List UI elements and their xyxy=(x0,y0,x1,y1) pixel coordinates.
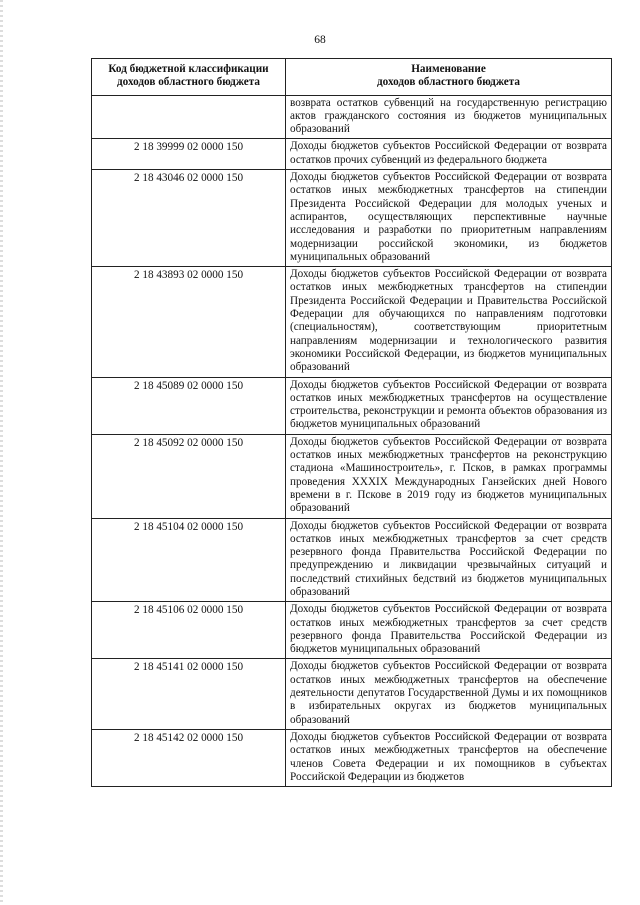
revenue-name: возврата остатков субвенций на государственную регистрацию актов гражданского состояния из бюджетов муниципальных образований xyxy=(286,95,612,139)
classification-code: 2 18 45106 02 0000 150 xyxy=(92,602,286,659)
revenue-name: Доходы бюджетов субъектов Российской Федерации от возврата остатков иных межбюджетных трансфертов за счет средств резервного фонда Правительства Российской Федерации из бюджетов муниципальных образований xyxy=(286,602,612,659)
table-row xyxy=(92,602,612,659)
table-row xyxy=(92,377,612,434)
header-code-column xyxy=(92,59,286,96)
table-row xyxy=(92,434,612,518)
budget-revenue-table xyxy=(91,58,612,787)
revenue-name: Доходы бюджетов субъектов Российской Федерации от возврата остатков прочих субвенций из федерального бюджета xyxy=(286,139,612,170)
classification-code: 2 18 43893 02 0000 150 xyxy=(92,267,286,377)
table-row xyxy=(92,659,612,729)
classification-code: 2 18 39999 02 0000 150 xyxy=(92,139,286,170)
classification-code: 2 18 45142 02 0000 150 xyxy=(92,729,286,786)
page-number: 68 xyxy=(314,34,326,46)
revenue-name: Доходы бюджетов субъектов Российской Федерации от возврата остатков иных межбюджетных трансфертов на обеспечение членов Совета Федерации и их помощников в субъектах Российской Федерации из бюджетов xyxy=(286,729,612,786)
classification-code xyxy=(92,95,286,139)
table-row xyxy=(92,139,612,170)
revenue-name: Доходы бюджетов субъектов Российской Федерации от возврата остатков иных межбюджетных трансфертов за счет средств резервного фонда Правительства Российской Федерации по предупреждению и ликвидации чрезвычайных ситуаций и последствий стихийных бедствий из бюджетов муниципальных образований xyxy=(286,518,612,602)
classification-code: 2 18 45141 02 0000 150 xyxy=(92,659,286,729)
revenue-name: Доходы бюджетов субъектов Российской Федерации от возврата остатков иных межбюджетных трансфертов на обеспечение деятельности депутатов Государственной Думы и их помощников в избирательных округах из бюджетов муниципальных образований xyxy=(286,659,612,729)
revenue-name: Доходы бюджетов субъектов Российской Федерации от возврата остатков иных межбюджетных трансфертов на стипендии Президента Российской Федерации для молодых ученых и аспирантов, осуществляющих перспективные научные исследования и разработки по приоритетным направлениям модернизации российской экономики, из бюджетов муниципальных образований xyxy=(286,170,612,267)
revenue-name: Доходы бюджетов субъектов Российской Федерации от возврата остатков иных межбюджетных трансфертов на осуществление строительства, реконструкции и ремонта объектов образования из бюджетов муниципальных образований xyxy=(286,377,612,434)
header-name-line-1: Наименование xyxy=(411,63,486,75)
classification-code: 2 18 45089 02 0000 150 xyxy=(92,377,286,434)
scan-edge xyxy=(0,0,3,905)
revenue-name: Доходы бюджетов субъектов Российской Федерации от возврата остатков иных межбюджетных трансфертов на стипендии Президента Российской Федерации и Правительства Российской Федерации для обучающихся по направлениям подготовки (специальностям), соответствующим приоритетным направлениям модернизации и технологического развития экономики Российской Федерации, из бюджетов муниципальных образований xyxy=(286,267,612,377)
classification-code: 2 18 43046 02 0000 150 xyxy=(92,170,286,267)
classification-code: 2 18 45104 02 0000 150 xyxy=(92,518,286,602)
table-row xyxy=(92,95,612,139)
classification-code: 2 18 45092 02 0000 150 xyxy=(92,434,286,518)
table-row xyxy=(92,518,612,602)
table-header-row xyxy=(92,59,612,96)
table-row xyxy=(92,729,612,786)
revenue-name: Доходы бюджетов субъектов Российской Федерации от возврата остатков иных межбюджетных трансфертов на реконструкцию стадиона «Машиностроитель», г. Псков, в рамках программы проведения XXXIX Международных Ганзейских дней Нового времени в г. Пскове в 2019 году из бюджетов муниципальных образований xyxy=(286,434,612,518)
header-code-line-1: Код бюджетной классификации xyxy=(108,63,269,75)
header-name-line-2: доходов областного бюджета xyxy=(376,76,520,89)
table-row xyxy=(92,267,612,377)
header-code-line-2: доходов областного бюджета xyxy=(116,76,260,89)
table-row xyxy=(92,170,612,267)
header-name-column xyxy=(286,59,612,96)
